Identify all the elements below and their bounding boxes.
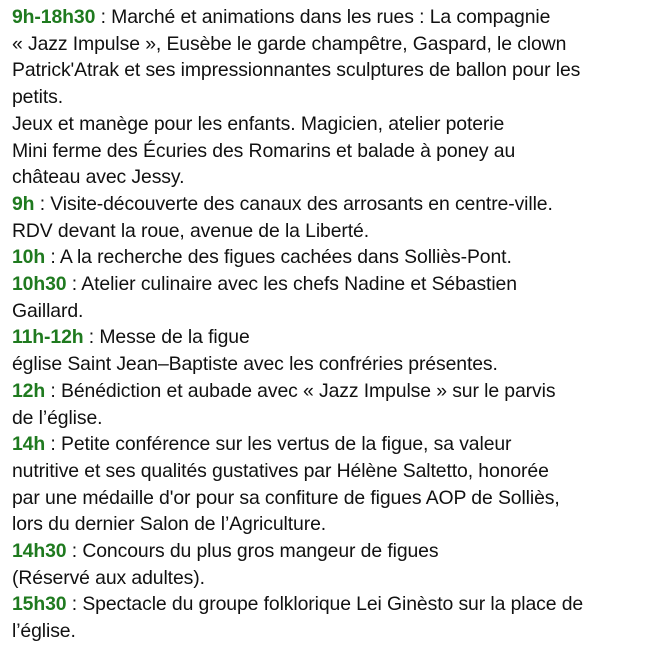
- entry-time: 14h30: [12, 540, 67, 563]
- entry-line: [12, 191, 646, 218]
- entry-line: [12, 271, 646, 298]
- program-entry: [12, 4, 646, 191]
- entry-text: : Bénédiction et aubade avec « Jazz Impulse » sur le parvis: [45, 379, 556, 402]
- program-entry: [12, 191, 646, 244]
- entry-time: 10h30: [12, 273, 67, 296]
- entry-line: [12, 324, 646, 351]
- entry-line: [12, 378, 646, 405]
- entry-line: de l’église.: [12, 406, 103, 429]
- entry-time: 9h: [12, 192, 35, 215]
- entry-line: RDV devant la roue, avenue de la Liberté.: [12, 219, 370, 242]
- entry-line: petits.: [12, 86, 64, 109]
- entry-text: : A la recherche des figues cachées dans Solliès-Pont.: [45, 246, 512, 269]
- entry-line: Gaillard.: [12, 299, 84, 322]
- entry-line: [12, 244, 646, 271]
- entry-line: château avec Jessy.: [12, 166, 185, 189]
- program-entry: [12, 324, 646, 377]
- entry-time: 12h: [12, 379, 46, 402]
- entry-time: 14h: [12, 433, 46, 456]
- entry-text: : Atelier culinaire avec les chefs Nadine et Sébastien: [66, 273, 517, 296]
- program-entry: [12, 378, 646, 431]
- entry-line: l’église.: [12, 620, 76, 643]
- program-entry: [12, 538, 646, 591]
- entry-text: : Concours du plus gros mangeur de figues: [66, 540, 439, 563]
- entry-line: « Jazz Impulse », Eusèbe le garde champêtre, Gaspard, le clown: [12, 32, 567, 55]
- entry-line: lors du dernier Salon de l’Agriculture.: [12, 513, 327, 536]
- entry-line: Jeux et manège pour les enfants. Magicien, atelier poterie: [12, 112, 505, 135]
- entry-line: par une médaille d'or pour sa confiture de figues AOP de Solliès,: [12, 486, 560, 509]
- entry-line: [12, 431, 646, 458]
- entry-line: [12, 538, 646, 565]
- program-entry: [12, 244, 646, 271]
- entry-time: 15h30: [12, 593, 67, 616]
- entry-text: : Petite conférence sur les vertus de la figue, sa valeur: [45, 433, 512, 456]
- entry-line: (Réservé aux adultes).: [12, 566, 205, 589]
- entry-line: [12, 591, 646, 618]
- entry-text: : Messe de la figue: [83, 326, 250, 349]
- program-document: [12, 4, 646, 645]
- entry-time: 9h-18h30: [12, 6, 96, 28]
- program-entry: [12, 591, 646, 644]
- entry-time: 11h-12h: [12, 326, 84, 349]
- entry-text: : Spectacle du groupe folklorique Lei Ginèsto sur la place de: [66, 593, 584, 616]
- entry-line: église Saint Jean–Baptiste avec les confréries présentes.: [12, 353, 498, 376]
- entry-line: [12, 4, 646, 31]
- entry-line: Mini ferme des Écuries des Romarins et balade à poney au: [12, 139, 516, 162]
- entry-line: Patrick'Atrak et ses impressionnantes sculptures de ballon pour les: [12, 59, 581, 82]
- entry-text: : Marché et animations dans les rues : La compagnie: [95, 6, 551, 28]
- program-entry: [12, 271, 646, 324]
- entry-time: 10h: [12, 246, 46, 269]
- entry-line: nutritive et ses qualités gustatives par Hélène Saltetto, honorée: [12, 459, 549, 482]
- program-entry: [12, 431, 646, 538]
- entry-text: : Visite-découverte des canaux des arrosants en centre-ville.: [34, 192, 553, 215]
